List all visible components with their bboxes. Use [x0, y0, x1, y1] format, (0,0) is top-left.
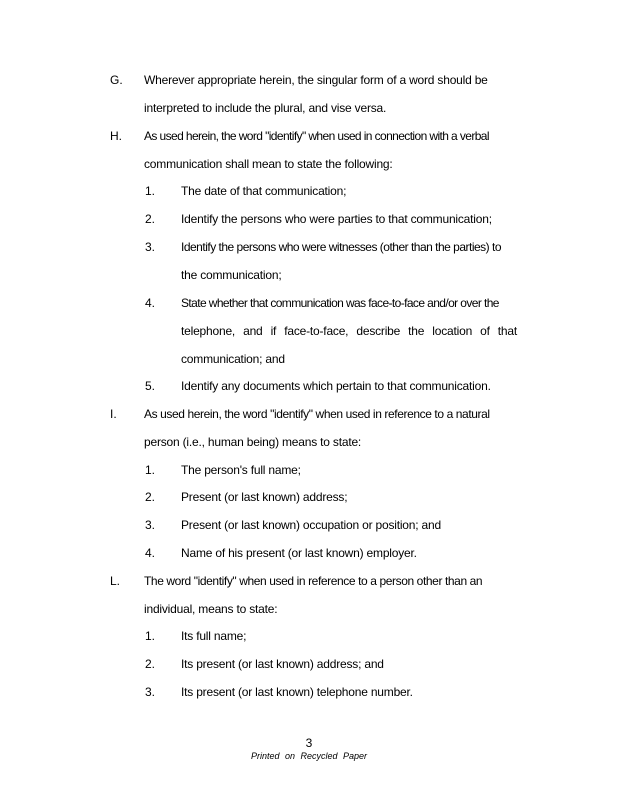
- item-number: 2.: [145, 490, 156, 504]
- section-i-line-1: As used herein, the word "identify" when used in reference to a natural: [144, 407, 490, 421]
- item-number: 4.: [145, 296, 156, 310]
- section-l-line-2: individual, means to state:: [144, 602, 278, 616]
- page-number: 3: [305, 736, 313, 750]
- section-marker-g: G.: [110, 73, 123, 87]
- item-number: 3.: [145, 240, 156, 254]
- item-number: 1.: [145, 629, 156, 643]
- item-number: 4.: [145, 546, 156, 560]
- section-l-line-1: The word "identify" when used in reference to a person other than an: [144, 574, 483, 588]
- list-item-text: The date of that communication;: [181, 184, 347, 198]
- list-item-text: Name of his present (or last known) employer.: [181, 546, 417, 560]
- list-item-text: Present (or last known) address;: [181, 490, 348, 504]
- footer-note: Printed on Recycled Paper: [250, 751, 368, 761]
- section-h-line-1: As used herein, the word "identify" when used in connection with a verbal: [144, 129, 489, 143]
- item-number: 5.: [145, 379, 156, 393]
- section-i-line-2: person (i.e., human being) means to state:: [144, 435, 362, 449]
- list-item-text: communication; and: [181, 352, 285, 366]
- list-item-text: State whether that communication was face-to-face and/or over the: [181, 296, 499, 310]
- list-item-text: telephone, and if face-to-face, describe the location of that: [181, 324, 517, 338]
- item-number: 3.: [145, 518, 156, 532]
- item-number: 3.: [145, 685, 156, 699]
- section-g-line-1: Wherever appropriate herein, the singular form of a word should be: [144, 73, 488, 87]
- section-marker-l: L.: [110, 574, 121, 588]
- item-number: 2.: [145, 657, 156, 671]
- section-g-line-2: interpreted to include the plural, and vise versa.: [144, 101, 387, 115]
- section-h-line-2: communication shall mean to state the following:: [144, 157, 393, 171]
- list-item-text: Its full name;: [181, 629, 247, 643]
- list-item-text: Identify the persons who were witnesses (other than the parties) to: [181, 240, 502, 254]
- list-item-text: Present (or last known) occupation or position; and: [181, 518, 441, 532]
- item-number: 2.: [145, 212, 156, 226]
- list-item-text: Its present (or last known) address; and: [181, 657, 384, 671]
- list-item-text: Identify any documents which pertain to that communication.: [181, 379, 491, 393]
- item-number: 1.: [145, 184, 156, 198]
- list-item-text: the communication;: [181, 268, 282, 282]
- list-item-text: The person's full name;: [181, 463, 301, 477]
- list-item-text: Its present (or last known) telephone number.: [181, 685, 413, 699]
- section-marker-i: I.: [110, 407, 117, 421]
- item-number: 1.: [145, 463, 156, 477]
- section-marker-h: H.: [110, 129, 122, 143]
- list-item-text: Identify the persons who were parties to that communication;: [181, 212, 492, 226]
